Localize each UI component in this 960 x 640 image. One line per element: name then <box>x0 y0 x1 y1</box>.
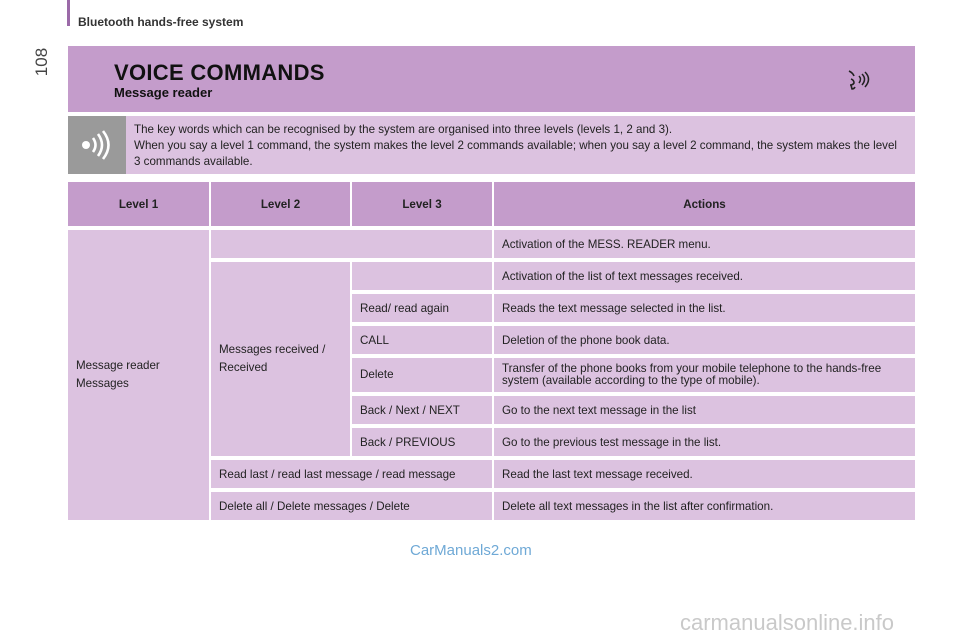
cell-level-23: Read last / read last message / read message <box>209 460 492 488</box>
cell-level-23: Delete all / Delete messages / Delete <box>209 492 492 520</box>
header-level-2: Level 2 <box>209 182 350 226</box>
commands-table <box>68 178 915 524</box>
table-header-row <box>68 182 915 226</box>
left-rule <box>67 0 70 26</box>
cell-level-3: Back / PREVIOUS <box>350 428 492 456</box>
intro-text <box>134 122 904 170</box>
cell-action: Go to the next text message in the list <box>492 396 915 424</box>
cell-action: Activation of the list of text messages received. <box>492 262 915 290</box>
cell-action: Read the last text message received. <box>492 460 915 488</box>
cell-level-1: Message reader Messages <box>68 230 209 520</box>
cell-action: Go to the previous test message in the list. <box>492 428 915 456</box>
cell-level-3: Delete <box>350 358 492 392</box>
header-level-3: Level 3 <box>350 182 492 226</box>
cell-level-2: Messages received / Received <box>209 262 350 456</box>
page-subtitle: Message reader <box>114 85 213 100</box>
table-row <box>68 230 915 258</box>
page-title: VOICE COMMANDS <box>114 60 325 85</box>
header-level-1: Level 1 <box>68 182 209 226</box>
intro-panel <box>68 116 915 174</box>
voice-command-icon <box>845 68 871 94</box>
cell-action: Activation of the MESS. READER menu. <box>492 230 915 258</box>
intro-line-2: When you say a level 1 command, the system makes the level 2 commands available; when you say a level 2 command, the system makes the level 3 commands available. <box>134 139 897 168</box>
cell-action: Reads the text message selected in the list. <box>492 294 915 322</box>
cell-level-23-empty <box>209 230 492 258</box>
cell-action: Deletion of the phone book data. <box>492 326 915 354</box>
cell-level-3: Back / Next / NEXT <box>350 396 492 424</box>
cell-action: Transfer of the phone books from your mobile telephone to the hands-free system (available according to the type of mobile). <box>492 358 915 392</box>
intro-icon-box <box>68 116 126 174</box>
cell-level-3 <box>350 262 492 290</box>
watermark-bottom: carmanualsonline.info <box>680 610 895 635</box>
cell-level-3: CALL <box>350 326 492 354</box>
cell-level-3: Read/ read again <box>350 294 492 322</box>
speaker-sound-icon <box>79 130 115 160</box>
intro-line-1: The key words which can be recognised by the system are organised into three levels (levels 1, 2 and 3). <box>134 123 673 136</box>
section-header: Bluetooth hands-free system <box>78 15 244 29</box>
cell-action: Delete all text messages in the list after confirmation. <box>492 492 915 520</box>
page-number: 108 <box>32 47 52 77</box>
watermark-center: CarManuals2.com <box>410 542 532 559</box>
title-bar <box>68 46 915 112</box>
header-actions: Actions <box>492 182 915 226</box>
